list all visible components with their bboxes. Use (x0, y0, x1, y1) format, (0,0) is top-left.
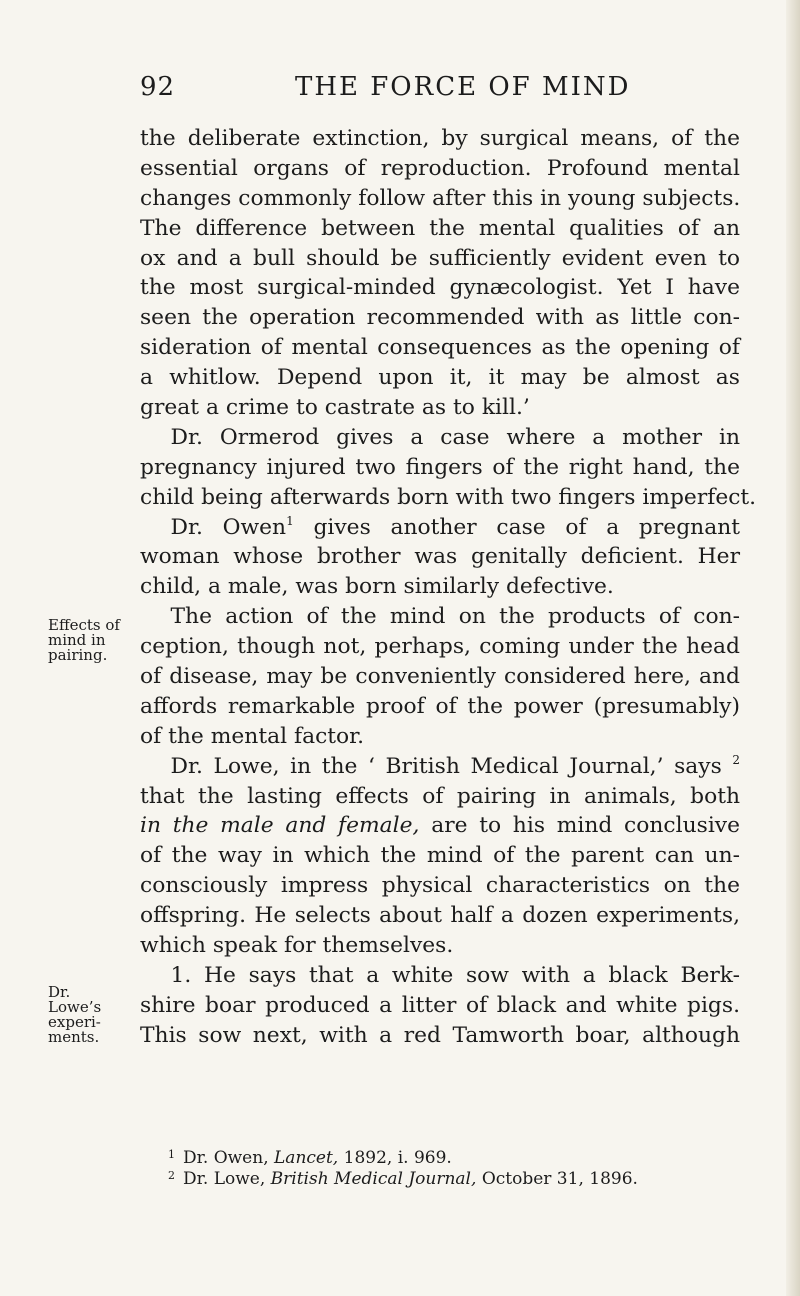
text-line: The difference between the mental qualities of an (140, 215, 740, 241)
text-line: The action of the mind on the products of con- (170, 604, 740, 630)
footnote-source-title: British Medical Journal, (270, 1169, 477, 1189)
running-title: THE FORCE OF MIND (295, 72, 631, 102)
margin-note-line: Lowe’s (48, 998, 102, 1016)
margin-note-line: experi- (48, 1013, 101, 1031)
text-line (140, 752, 740, 782)
margin-note-line: Effects of (48, 616, 120, 634)
text-line: 1. He says that a white sow with a black Berk- (170, 962, 740, 988)
text-segment: are to his mind conclusive (431, 813, 740, 839)
text-line: This sow next, with a red Tamworth boar, although (140, 1022, 740, 1048)
text-line: consciously impress physical characteristics on the (140, 873, 740, 899)
footnote-text: Dr. Owen, (183, 1148, 269, 1168)
footnotes (168, 1148, 748, 1190)
footnote-mark: 1 (168, 1148, 175, 1161)
page-edge-shadow (786, 0, 800, 1296)
footnote-source-title: Lancet, (274, 1148, 339, 1168)
margin-note-line: mind in (48, 631, 106, 649)
text-line: sideration of mental consequences as the opening of (140, 335, 740, 361)
text-line: woman whose brother was genitally deficient. Her (140, 544, 740, 570)
text-line: shire boar produced a litter of black and white pigs. (140, 992, 740, 1018)
text-line: affords remarkable proof of the power (presumably) (140, 693, 740, 719)
text-segment: Dr. Lowe, in the ‘ British Medical Journal,’ says (170, 753, 722, 779)
text-line: of the mental factor. (140, 723, 365, 749)
footnote (168, 1148, 748, 1169)
text-segment: Dr. Owen (170, 514, 287, 540)
text-line: the most surgical-minded gynæcologist. Yet I have (140, 275, 740, 301)
text-line: seen the operation recommended with as little con- (140, 305, 740, 331)
text-line (140, 513, 740, 543)
text-line: ception, though not, perhaps, coming under the head (140, 634, 740, 660)
text-line: child being afterwards born with two fingers imperfect. (140, 484, 757, 510)
text-line: of the way in which the mind of the parent can un- (140, 843, 740, 869)
text-line: the deliberate extinction, by surgical means, of the (140, 126, 740, 151)
text-segment: gives another case of a pregnant (313, 514, 740, 540)
margin-note-lowes-experiments (48, 985, 101, 1045)
margin-note-line: Dr. (48, 983, 71, 1001)
page-number: 92 (140, 72, 176, 102)
footnote-text: October 31, 1896. (481, 1169, 638, 1189)
footnote-mark: 2 (168, 1169, 175, 1182)
text-line: of disease, may be conveniently considered here, and (140, 664, 740, 690)
margin-note-line: ments. (48, 1028, 100, 1046)
text-line: child, a male, was born similarly defective. (140, 574, 614, 600)
text-line: that the lasting effects of pairing in animals, both (140, 783, 740, 809)
text-line: pregnancy injured two fingers of the right hand, the (140, 454, 740, 480)
body-text (140, 124, 757, 1051)
footnote-ref: 1 (286, 513, 294, 528)
text-line (140, 811, 740, 841)
text-line: essential organs of reproduction. Profound mental (140, 155, 740, 181)
text-line: offspring. He selects about half a dozen experiments, (140, 903, 740, 929)
footnote (168, 1169, 748, 1190)
text-line: Dr. Ormerod gives a case where a mother in (170, 424, 740, 450)
margin-note-line: pairing. (48, 646, 108, 664)
text-line: changes commonly follow after this in young subjects. (140, 185, 741, 211)
footnote-ref: 2 (732, 752, 740, 767)
text-line: a whitlow. Depend upon it, it may be almost as (140, 365, 740, 391)
italic-segment: in the male and female, (140, 813, 420, 839)
margin-note-effects-of-mind (48, 618, 120, 663)
footnote-text: Dr. Lowe, (183, 1169, 266, 1189)
text-line: which speak for themselves. (140, 933, 454, 959)
footnote-text: 1892, i. 969. (343, 1148, 452, 1168)
text-line: ox and a bull should be sufficiently evident even to (140, 245, 740, 271)
text-line: great a crime to castrate as to kill.’ (140, 395, 530, 421)
